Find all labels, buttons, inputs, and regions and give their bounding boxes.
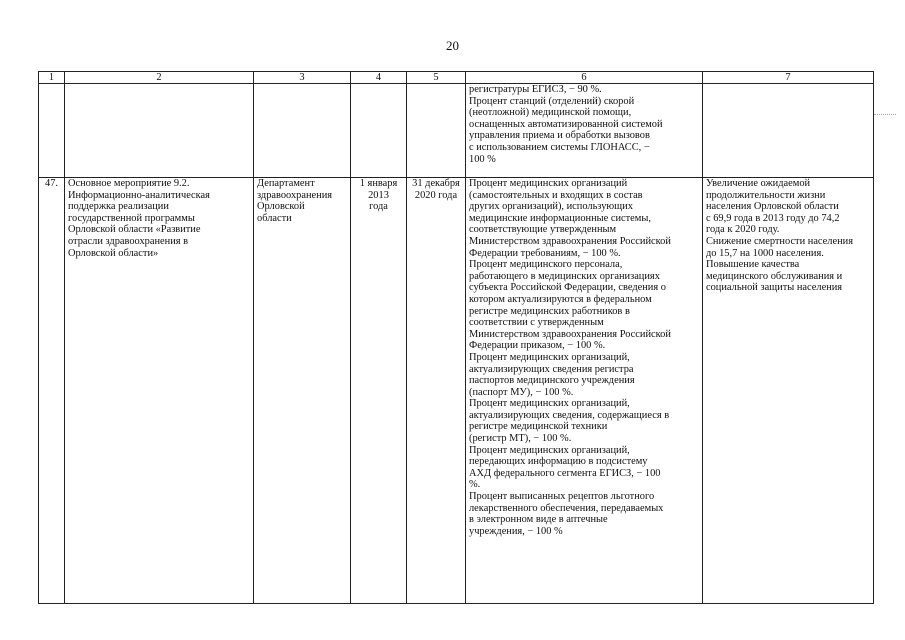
- page-number: 20: [446, 38, 459, 53]
- column-number-row: [39, 72, 874, 84]
- row-number: 47.: [45, 178, 58, 189]
- start-date-text: 1 января 2013 года: [359, 178, 398, 213]
- start-date-cell: [351, 84, 407, 178]
- margin-scan-mark: [874, 114, 896, 115]
- executor-text: Департамент здравоохранения Орловской области: [257, 178, 333, 224]
- indicators-cell: [466, 84, 703, 178]
- column-number: 3: [254, 72, 351, 84]
- results-text: Увеличение ожидаемой продолжительности жизни населения Орловской области с 69,9 года в 2013 году до 74,2 года к 2020 году. Снижение смертности населения до 15,7 на 1000 населения. Повышение качества медицинского обслуживания и социальной защиты населения: [706, 178, 853, 294]
- column-number: 5: [407, 72, 466, 84]
- start-date-cell: [351, 178, 407, 604]
- results-cell: [703, 178, 874, 604]
- row-number-cell: [39, 84, 65, 178]
- table-row: [39, 178, 874, 604]
- table-row: [39, 84, 874, 178]
- program-activities-table: [38, 71, 874, 604]
- column-number: 6: [466, 72, 703, 84]
- activity-cell: [65, 84, 254, 178]
- end-date-cell: [407, 84, 466, 178]
- end-date-cell: [407, 178, 466, 604]
- end-date-text: 31 декабря 2020 года: [412, 178, 460, 201]
- indicators-text: Процент медицинских организаций (самостоятельных и входящих в состав других организаций), использующих медицинские информационные системы, соответствующие утвержденным Министерством здравоохранения Российской Федерации требованиям, − 100 %. Процент медицинского персонала, работающего в медицинских организациях субъекта Российской Федерации, сведения о котором актуализируются в федеральном регистре медицинских работников в соответствии с утвержденным Министерством здравоохранения Российской Федерации приказом, − 100 %. Процент медицинских организаций, актуализирующих сведения регистра паспортов медицинского учреждения (паспорт МУ), − 100 %. Процент медицинских организаций, актуализирующих сведения, содержащиеся в регистре медицинской техники (регистр МТ), − 100 %. Процент медицинских организаций, передающих информацию в подсистему АХД федерального сегмента ЕГИСЗ, − 100 %. Процент выписанных рецептов льготного лекарственного обеспечения, передаваемых в электронном виде в аптечные учреждения, − 100 %: [469, 178, 671, 537]
- activity-cell: [65, 178, 254, 604]
- column-number: 4: [351, 72, 407, 84]
- column-number: 2: [65, 72, 254, 84]
- row-number-cell: [39, 178, 65, 604]
- results-cell: [703, 84, 874, 178]
- activity-text: Основное мероприятие 9.2. Информационно-аналитическая поддержка реализации государственной программы Орловской области «Развитие отрасли здравоохранения в Орловской области»: [68, 178, 210, 259]
- column-number: 1: [39, 72, 65, 84]
- indicators-cell: [466, 178, 703, 604]
- executor-cell: [254, 178, 351, 604]
- executor-cell: [254, 84, 351, 178]
- indicators-text: регистратуры ЕГИСЗ, − 90 %. Процент станций (отделений) скорой (неотложной) медицинской помощи, оснащенных автоматизированной системой управления приема и обработки вызовов с использованием системы ГЛОНАСС, − 100 %: [469, 84, 663, 165]
- column-number: 7: [703, 72, 874, 84]
